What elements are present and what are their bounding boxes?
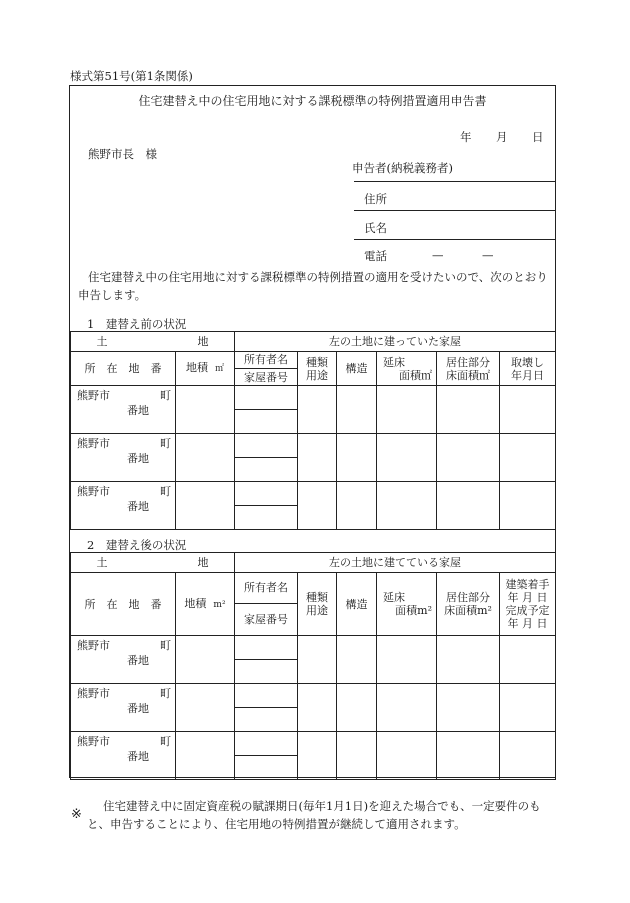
owner-cell[interactable] <box>235 732 298 756</box>
col-structure: 構造 <box>337 352 377 386</box>
phone-separator: — <box>482 248 494 262</box>
note-mark: ※ <box>71 807 82 822</box>
area-cell[interactable] <box>176 684 235 732</box>
name-field[interactable]: 氏名 <box>364 221 387 235</box>
house-number-cell[interactable] <box>235 660 298 684</box>
area-cell[interactable] <box>176 434 235 482</box>
structure-cell[interactable] <box>337 636 377 684</box>
after-table <box>70 552 556 780</box>
col-residential-area: 居住部分 床面積m² <box>437 573 500 636</box>
residential-area-cell[interactable] <box>437 732 500 780</box>
section2-heading: 2 建替え後の状況 <box>87 538 187 552</box>
location-cell[interactable]: 熊野市 町 番地 <box>71 434 176 482</box>
use-cell[interactable] <box>298 732 337 780</box>
form-title: 住宅建替え中の住宅用地に対する課税標準の特例措置適用申告書 <box>138 94 487 108</box>
form-number: 様式第51号(第1条関係) <box>70 69 193 83</box>
owner-cell[interactable] <box>235 386 298 410</box>
house-number-cell[interactable] <box>235 410 298 434</box>
section1-heading: 1 建替え前の状況 <box>87 317 187 331</box>
col-location: 所 在 地 番 <box>71 352 176 386</box>
use-cell[interactable] <box>298 636 337 684</box>
area-cell[interactable] <box>176 386 235 434</box>
owner-cell[interactable] <box>235 434 298 458</box>
col-floor-area: 延床 面積㎡ <box>377 352 437 386</box>
land-header-right: 地 <box>197 335 209 348</box>
floor-area-cell[interactable] <box>377 482 437 530</box>
land-header <box>71 332 235 352</box>
addressee: 熊野市長 様 <box>88 147 157 161</box>
intro-text: 住宅建替え中の住宅用地に対する課税標準の特例措置の適用を受けたいので、次のとおり申告します。 <box>78 270 548 302</box>
residential-area-cell[interactable] <box>437 482 500 530</box>
col-owner: 所有者名 家屋番号 <box>235 352 298 386</box>
before-table <box>70 331 556 530</box>
use-cell[interactable] <box>298 434 337 482</box>
area-cell[interactable] <box>176 482 235 530</box>
owner-cell[interactable] <box>235 684 298 708</box>
phone-separator: — <box>432 248 444 262</box>
col-area: 地積 m² <box>176 573 235 636</box>
field-divider <box>354 239 556 240</box>
col-residential-area: 居住部分 床面積㎡ <box>437 352 500 386</box>
location-cell[interactable]: 熊野市 町 番地 <box>71 636 176 684</box>
date-day-label: 日 <box>532 130 544 144</box>
location-cell[interactable]: 熊野市 町 番地 <box>71 482 176 530</box>
structure-cell[interactable] <box>337 684 377 732</box>
floor-area-cell[interactable] <box>377 434 437 482</box>
use-cell[interactable] <box>298 386 337 434</box>
land-header-left: 土 <box>96 335 108 348</box>
date-cell[interactable] <box>500 684 556 732</box>
col-owner: 所有者名 家屋番号 <box>235 573 298 636</box>
house-number-cell[interactable] <box>235 506 298 530</box>
col-floor-area: 延床 面積m² <box>377 573 437 636</box>
house-number-cell[interactable] <box>235 756 298 780</box>
field-divider <box>354 181 556 182</box>
house-header: 左の土地に建てている家屋 <box>235 553 556 573</box>
land-header <box>71 553 235 573</box>
footnote: 住宅建替え中に固定資産税の賦課期日(毎年1月1日)を迎えた場合でも、一定要件のもと、申告することにより、住宅用地の特例措置が継続して適用されます。 <box>87 799 541 831</box>
location-cell[interactable]: 熊野市 町 番地 <box>71 732 176 780</box>
owner-cell[interactable] <box>235 636 298 660</box>
residential-area-cell[interactable] <box>437 434 500 482</box>
phone-field[interactable]: 電話 <box>364 249 387 263</box>
use-cell[interactable] <box>298 684 337 732</box>
applicant-heading: 申告者(納税義務者) <box>352 161 453 175</box>
residential-area-cell[interactable] <box>437 636 500 684</box>
col-use: 種類 用途 <box>298 352 337 386</box>
date-year-label: 年 <box>460 130 472 144</box>
house-number-cell[interactable] <box>235 458 298 482</box>
house-number-cell[interactable] <box>235 708 298 732</box>
col-location: 所 在 地 番 <box>71 573 176 636</box>
date-cell[interactable] <box>500 732 556 780</box>
floor-area-cell[interactable] <box>377 684 437 732</box>
structure-cell[interactable] <box>337 434 377 482</box>
floor-area-cell[interactable] <box>377 636 437 684</box>
use-cell[interactable] <box>298 482 337 530</box>
location-cell[interactable]: 熊野市 町 番地 <box>71 386 176 434</box>
structure-cell[interactable] <box>337 732 377 780</box>
area-cell[interactable] <box>176 636 235 684</box>
col-structure: 構造 <box>337 573 377 636</box>
area-cell[interactable] <box>176 732 235 780</box>
residential-area-cell[interactable] <box>437 386 500 434</box>
date-cell[interactable] <box>500 386 556 434</box>
house-header: 左の土地に建っていた家屋 <box>235 332 556 352</box>
land-header-left: 土 <box>96 556 108 569</box>
field-divider <box>354 210 556 211</box>
date-cell[interactable] <box>500 482 556 530</box>
location-cell[interactable]: 熊野市 町 番地 <box>71 684 176 732</box>
date-cell[interactable] <box>500 434 556 482</box>
col-construction-schedule: 建築着手 年 月 日 完成予定 年 月 日 <box>500 573 556 636</box>
date-month-label: 月 <box>496 130 508 144</box>
residential-area-cell[interactable] <box>437 684 500 732</box>
structure-cell[interactable] <box>337 386 377 434</box>
col-use: 種類 用途 <box>298 573 337 636</box>
owner-cell[interactable] <box>235 482 298 506</box>
col-area: 地積 ㎡ <box>176 352 235 386</box>
col-demolition-date: 取壊し 年月日 <box>500 352 556 386</box>
floor-area-cell[interactable] <box>377 386 437 434</box>
land-header-right: 地 <box>197 556 209 569</box>
address-field[interactable]: 住所 <box>364 192 387 206</box>
floor-area-cell[interactable] <box>377 732 437 780</box>
date-cell[interactable] <box>500 636 556 684</box>
structure-cell[interactable] <box>337 482 377 530</box>
